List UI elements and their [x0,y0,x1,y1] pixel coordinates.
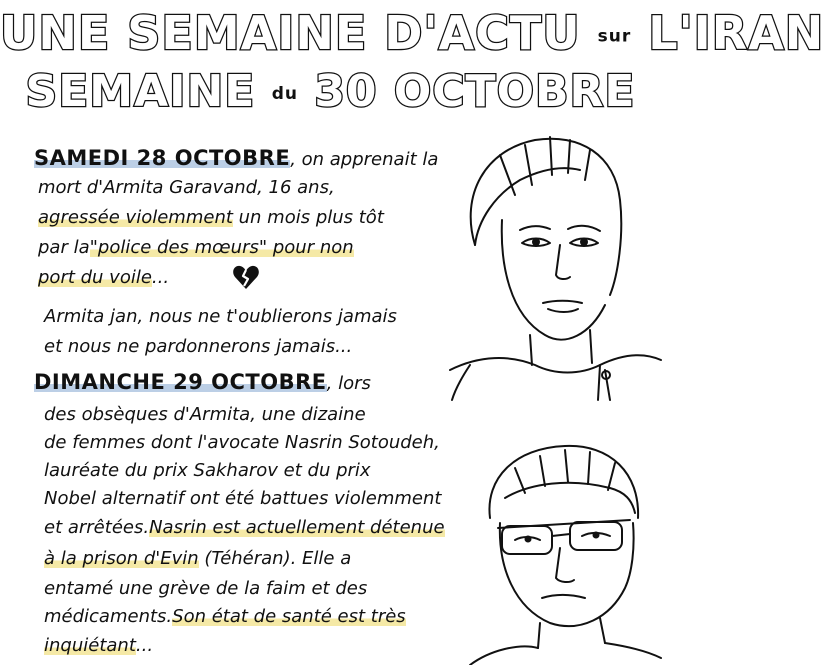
block2-text-2: et nous ne pardonnerons jamais... [44,336,353,357]
block3-line-5 [44,487,441,511]
block1-text-3: un mois plus tôt [232,207,384,228]
block1-line-4 [38,236,354,260]
block3-line-9 [44,605,406,629]
block1-text-4: par la [38,237,90,258]
block3-text-5: Nobel alternatif ont été battues violemment [44,488,442,509]
title-small-1: sur [597,26,632,47]
title-line-1 [0,6,824,60]
block1-highlight-1: agressée violemment [38,207,233,228]
block2-text-1: Armita jan, nous ne t'oublierons jamais [44,306,397,327]
block1-highlight-2: "police des mœurs" pour non [89,237,354,258]
block3-line-10 [44,634,153,658]
block3-text-1: , lors [326,373,371,394]
portrait-armita [440,125,661,400]
title-line-2 [0,66,661,117]
block3-text-6: et arrêtées. [44,517,150,538]
title-end-1: L'IRAN [648,6,824,60]
block3-line-7 [44,547,351,571]
block1-text-5: ... [151,267,170,288]
title-end-2: 30 OCTOBRE [314,66,636,117]
block1-highlight-3: port du voile [38,267,152,288]
block3-text-9: médicaments. [44,606,173,627]
block1-line-5 [38,266,169,290]
block3-line-4 [44,459,371,483]
block1-line-1 [34,146,438,172]
title-main-1: UNE SEMAINE D'ACTU [0,6,581,60]
block3-text-10: ... [135,635,154,656]
title-small-2: du [271,84,298,104]
block3-highlight-3: Son état de santé est très [172,606,406,627]
block3-text-3: de femmes dont l'avocate Nasrin Sotoudeh, [44,432,440,453]
block3-line-3 [44,431,440,455]
date-saturday: SAMEDI 28 OCTOBRE [34,146,291,170]
block3-highlight-1: Nasrin est actuellement détenue [149,517,445,538]
block1-line-3 [38,206,384,230]
block3-text-7: (Téhéran). Elle a [198,548,352,569]
broken-heart-icon [232,264,260,290]
block3-highlight-4: inquiétant [44,635,136,656]
portrait-nasrin [470,438,661,665]
date-sunday: DIMANCHE 29 OCTOBRE [34,370,327,394]
block3-text-8: entamé une grève de la faim et des [44,578,368,599]
block1-text-1: , on apprenait la [290,149,439,170]
block2-line-2 [44,335,352,359]
block1-text-2: mort d'Armita Garavand, 16 ans, [38,177,335,198]
block1-line-2 [38,176,335,200]
block3-line-2 [44,403,366,427]
block3-line-6 [44,516,445,540]
block3-highlight-2: à la prison d'Evin [44,548,199,569]
block3-line-8 [44,577,367,601]
title-main-2: SEMAINE [25,66,256,117]
block3-line-1 [34,370,371,396]
block3-text-2: des obsèques d'Armita, une dizaine [44,404,366,425]
block3-text-4: lauréate du prix Sakharov et du prix [44,460,371,481]
block2-line-1 [44,305,397,329]
